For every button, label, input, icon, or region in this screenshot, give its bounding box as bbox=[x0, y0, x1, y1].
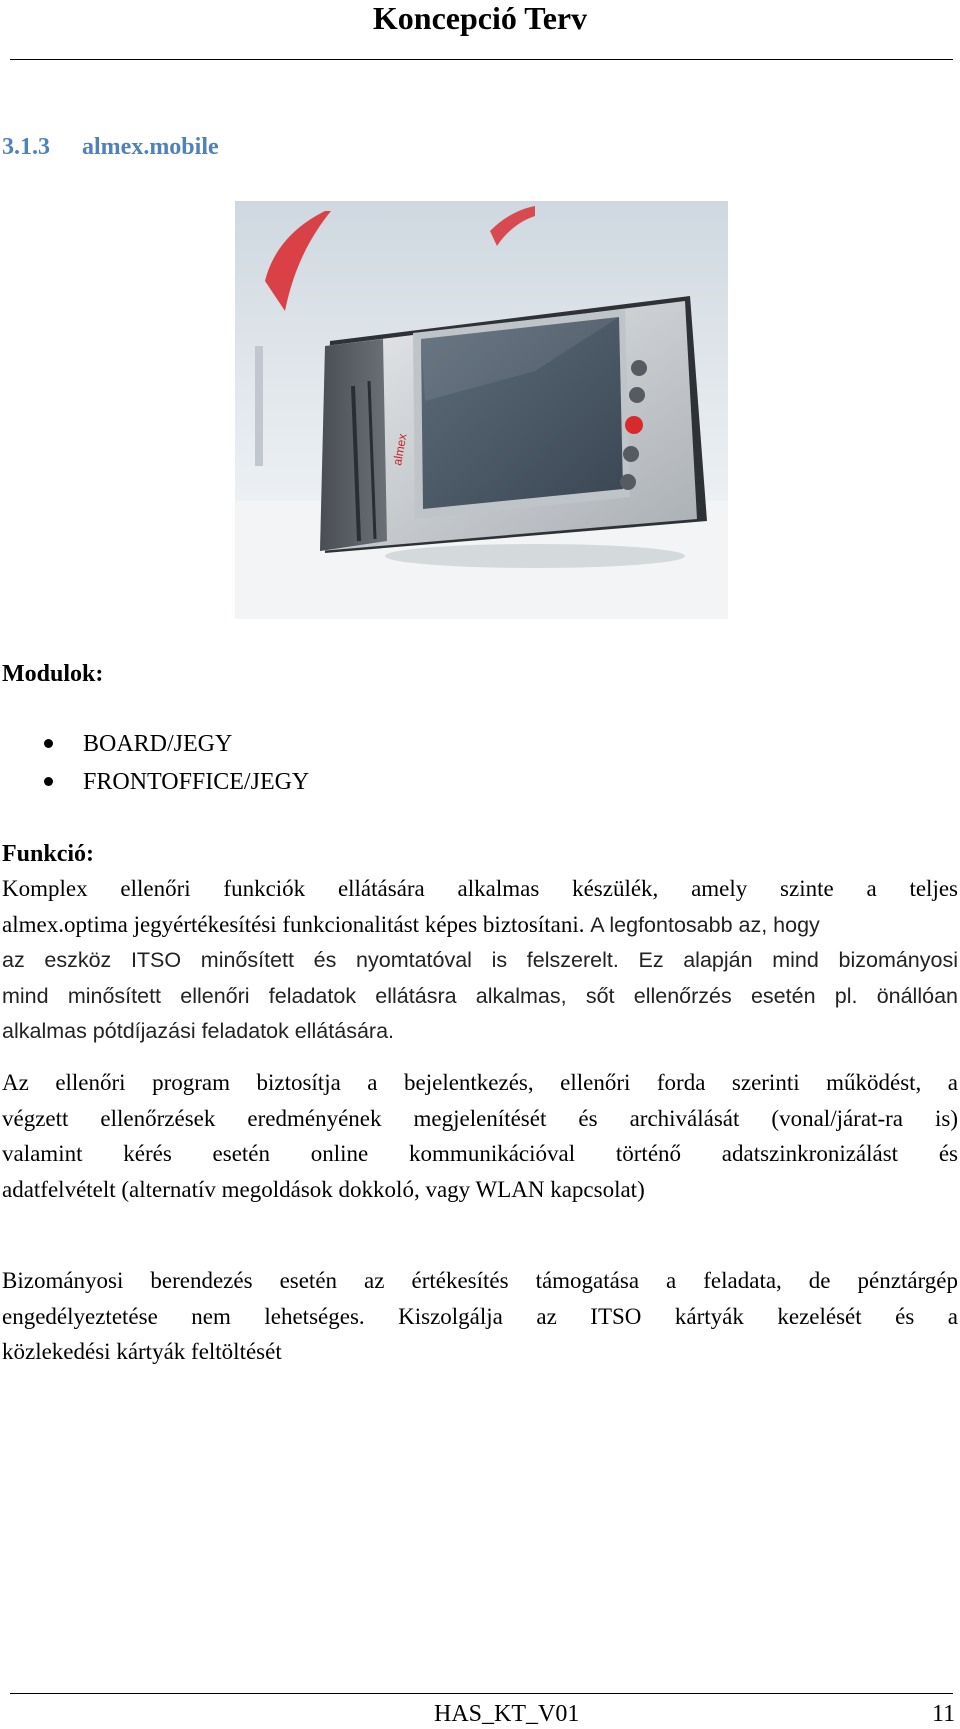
page-title: Koncepció Terv bbox=[372, 0, 588, 36]
modules-list bbox=[0, 725, 309, 801]
text-line: mind minősített ellenőri feladatok ellátásra alkalmas, sőt ellenőrzés esetén pl. önállóan bbox=[2, 983, 958, 1008]
modules-label: Modulok: bbox=[2, 661, 104, 687]
section-number: 3.1.3 bbox=[2, 134, 50, 160]
text-line: végzett ellenőrzések eredményének megjelenítését és archiválását (vonal/járat-ra is) bbox=[2, 1105, 958, 1131]
text-line: valamint kérés esetén online kommunikációval történő adatszinkronizálást és bbox=[2, 1141, 958, 1166]
header-rule bbox=[10, 59, 953, 60]
footer-doc-code: HAS_KT_V01 bbox=[434, 1701, 580, 1727]
list-item bbox=[0, 725, 309, 763]
bullet-icon bbox=[44, 777, 53, 786]
text-line: közlekedési kártyák feltöltését bbox=[2, 1339, 282, 1364]
body-paragraph-1 bbox=[2, 1065, 958, 1207]
text-line: Komplex ellenőri funkciók ellátására alkalmas készülék, amely szinte a teljes bbox=[2, 876, 958, 901]
text-line: adatfelvételt (alternatív megoldások dokkoló, vagy WLAN kapcsolat) bbox=[2, 1176, 645, 1202]
section-title: almex.mobile bbox=[82, 134, 219, 160]
function-paragraph bbox=[2, 871, 958, 1050]
module-item-board: BOARD/JEGY bbox=[83, 731, 233, 757]
module-item-frontoffice: FRONTOFFICE/JEGY bbox=[83, 769, 310, 795]
function-label: Funkció: bbox=[2, 841, 95, 867]
device-photo bbox=[235, 201, 728, 619]
list-item bbox=[0, 763, 309, 801]
text-line: alkalmas pótdíjazási feladatok ellátására. bbox=[2, 1019, 394, 1043]
footer-page-number: 11 bbox=[932, 1701, 956, 1727]
bullet-icon bbox=[44, 739, 53, 748]
footer-rule bbox=[10, 1693, 953, 1694]
text-line bbox=[2, 907, 958, 944]
section-heading bbox=[2, 132, 219, 162]
text-line: engedélyeztetése nem lehetséges. Kiszolgálja az ITSO kártyák kezelését és a bbox=[2, 1303, 958, 1329]
device-logo: almex bbox=[390, 432, 410, 467]
text-line: Bizományosi berendezés esetén az értékesítés támogatása a feladata, de pénztárgép bbox=[2, 1268, 958, 1293]
text-segment: almex.optima jegyértékesítési funkcionalitást képes biztosítani. bbox=[2, 911, 585, 937]
text-segment: A legfontosabb az, hogy bbox=[590, 912, 820, 937]
text-line: az eszköz ITSO minősített és nyomtatóval is felszerelt. Ez alapján mind bizományosi bbox=[2, 948, 958, 972]
body-paragraph-2 bbox=[2, 1263, 958, 1370]
text-line: Az ellenőri program biztosítja a bejelentkezés, ellenőri forda szerinti működést, a bbox=[2, 1070, 958, 1095]
